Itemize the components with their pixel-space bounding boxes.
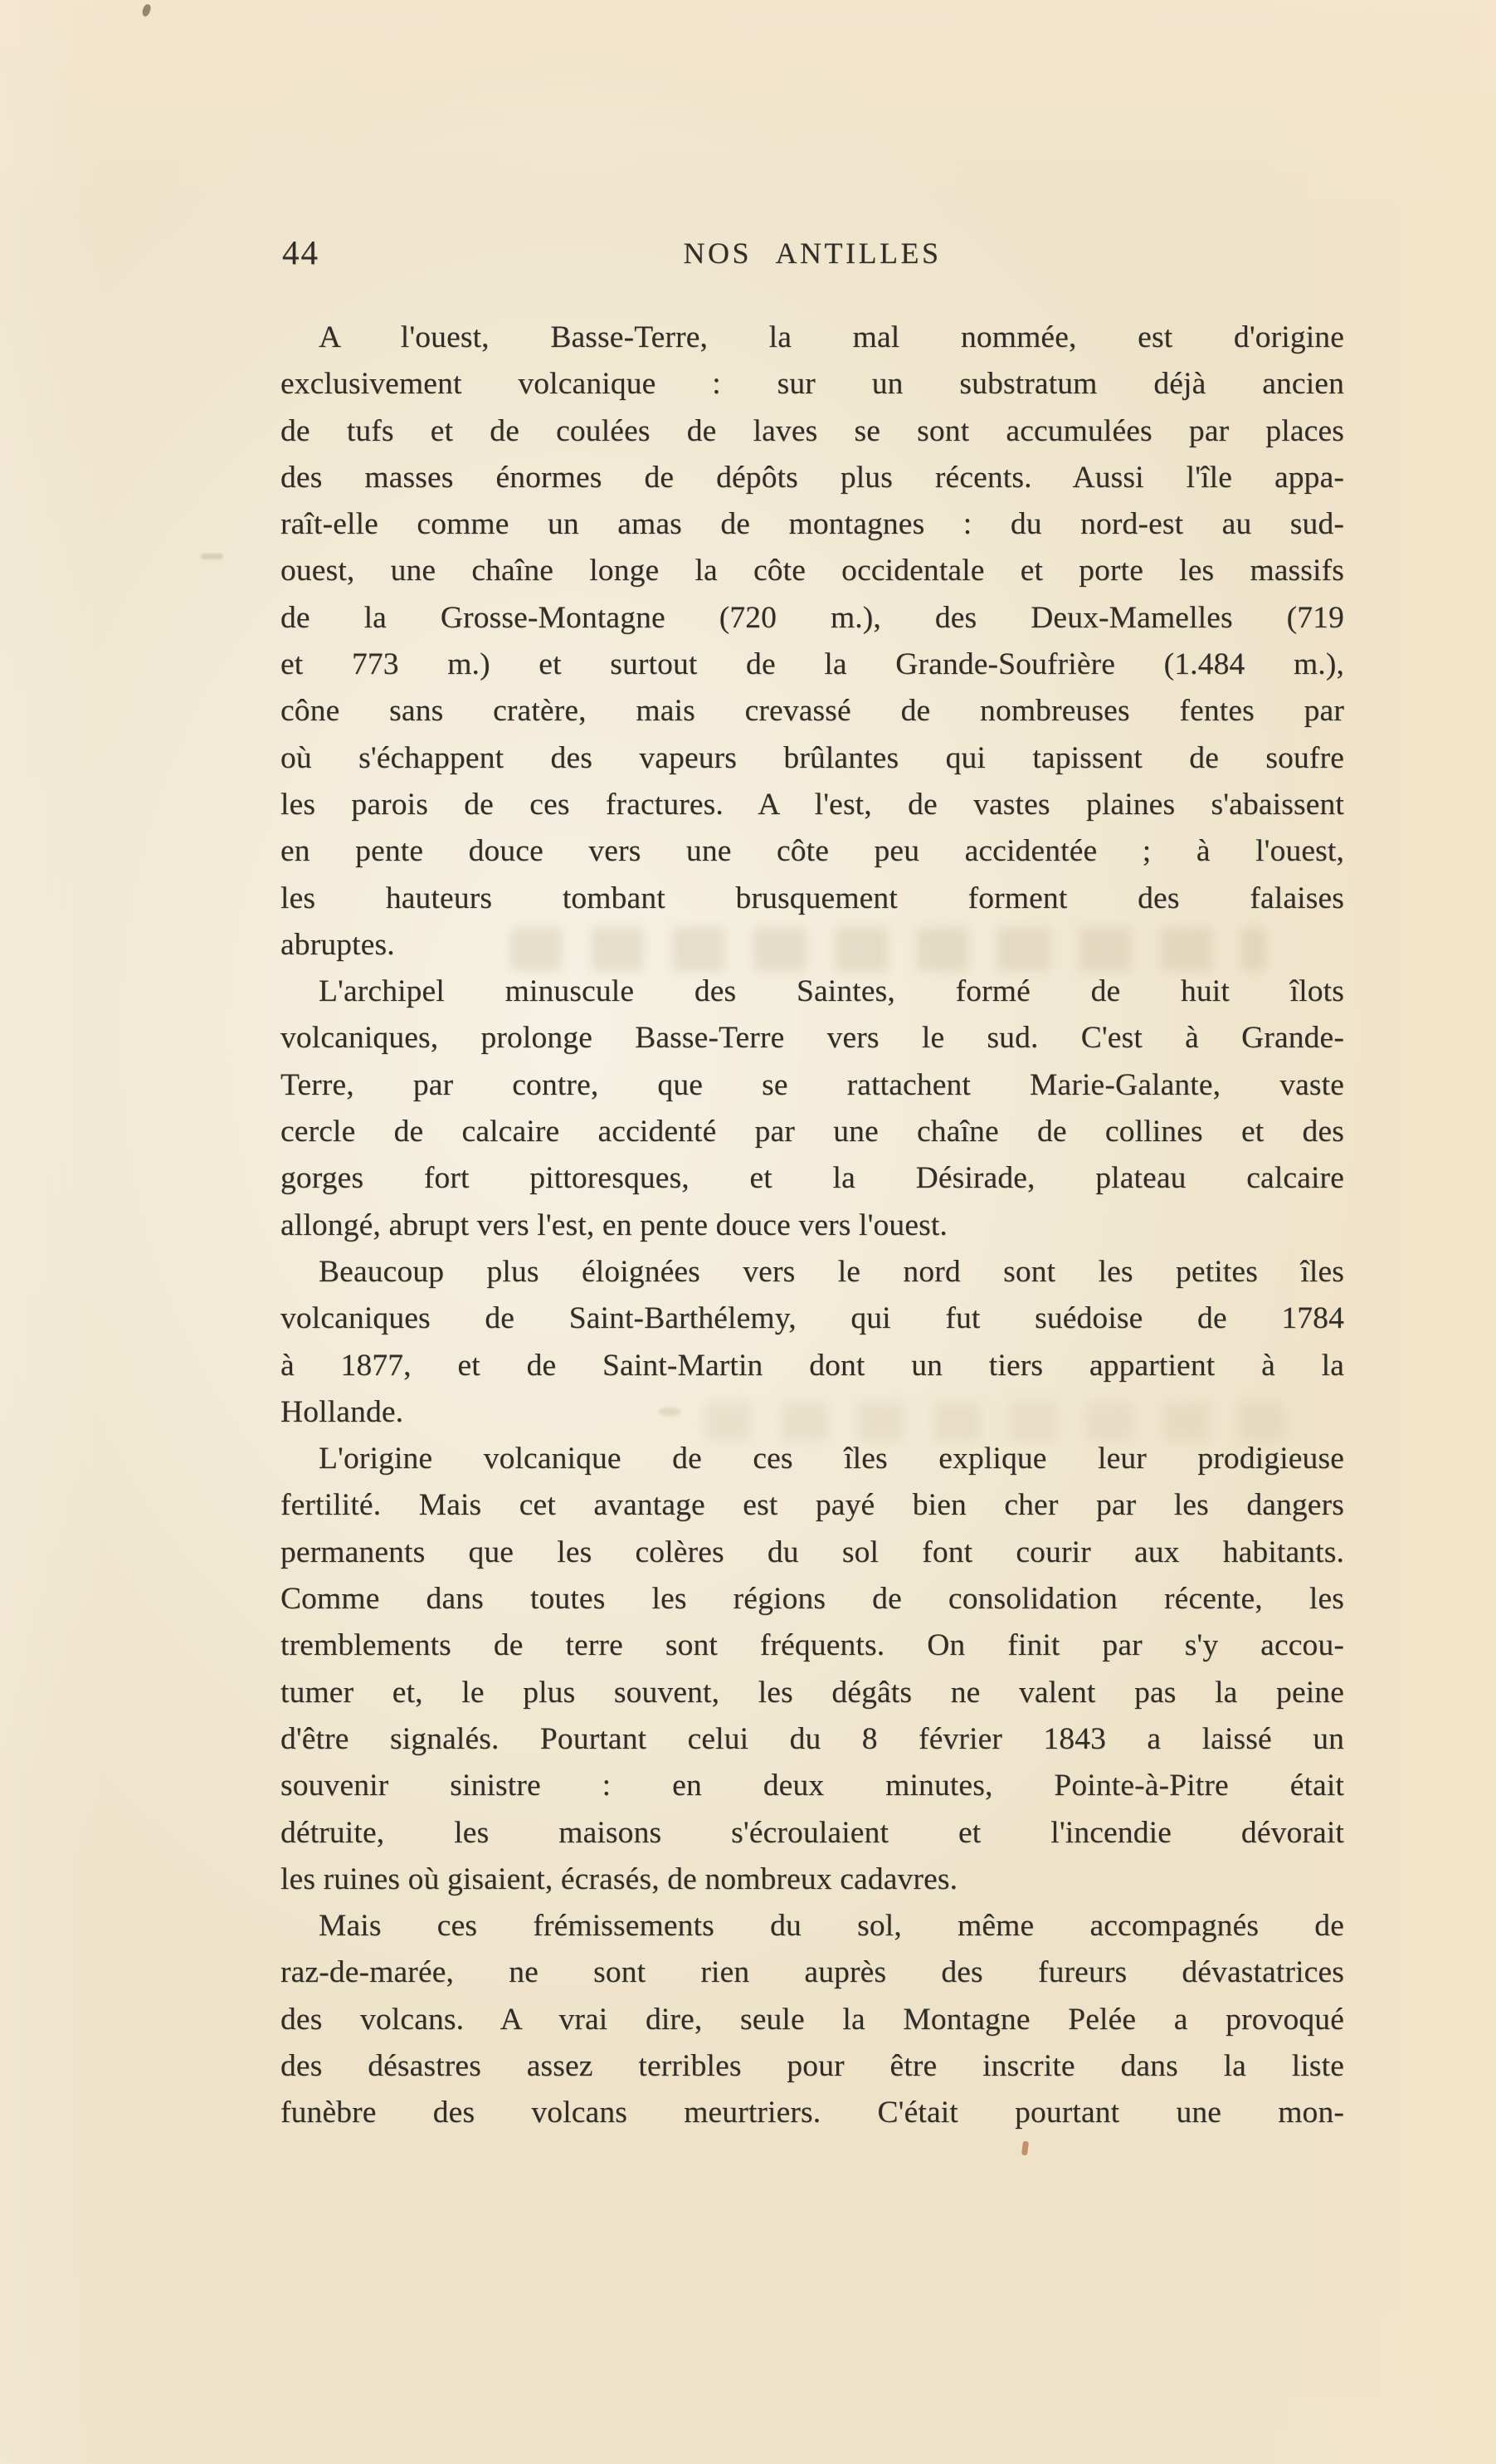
- text-line: cône sans cratère, mais crevassé de nombreuses fentes par: [280, 694, 1344, 729]
- text-line: des désastres assez terribles pour être inscrite dans la liste: [280, 2048, 1344, 2083]
- text-line: les hauteurs tombant brusquement forment des falaises: [280, 881, 1344, 915]
- body-text: [280, 315, 1344, 2137]
- text-line: détruite, les maisons s'écroulaient et l'incendie dévorait: [280, 1815, 1344, 1850]
- text-line: raît-elle comme un amas de montagnes : du nord-est au sud-: [280, 507, 1344, 542]
- scan-speck: [141, 3, 151, 17]
- text-line: souvenir sinistre : en deux minutes, Pointe-à-Pitre était: [280, 1769, 1344, 1803]
- text-line: des volcans. A vrai dire, seule la Montagne Pelée a provoqué: [280, 2002, 1344, 2037]
- text-line: gorges fort pittoresques, et la Désirade, plateau calcaire: [280, 1161, 1344, 1196]
- text-line: Comme dans toutes les régions de consolidation récente, les: [280, 1582, 1344, 1617]
- text-line: de la Grosse-Montagne (720 m.), des Deux-Mamelles (719: [280, 600, 1344, 635]
- scan-artifact-mark: [1021, 2141, 1029, 2156]
- text-line: et 773 m.) et surtout de la Grande-Soufrière (1.484 m.),: [280, 647, 1344, 682]
- text-line: à 1877, et de Saint-Martin dont un tiers appartient à la: [280, 1348, 1344, 1383]
- text-line: exclusivement volcanique : sur un substratum déjà ancien: [280, 367, 1344, 402]
- scan-smudge: [658, 1408, 681, 1416]
- text-line: L'archipel minuscule des Saintes, formé de huit îlots: [319, 974, 1344, 1009]
- text-line: permanents que les colères du sol font courir aux habitants.: [280, 1535, 1344, 1569]
- text-line: cercle de calcaire accidenté par une chaîne de collines et des: [280, 1115, 1344, 1149]
- text-line: des masses énormes de dépôts plus récents. Aussi l'île appa-: [280, 460, 1344, 495]
- text-line: Terre, par contre, que se rattachent Marie-Galante, vaste: [280, 1067, 1344, 1102]
- text-line: Mais ces frémissements du sol, même accompagnés de: [319, 1909, 1344, 1944]
- text-line: tremblements de terre sont fréquents. On finit par s'y accou-: [280, 1628, 1344, 1663]
- text-line: volcaniques, prolonge Basse-Terre vers le sud. C'est à Grande-: [280, 1021, 1344, 1056]
- scan-smudge: [201, 554, 223, 559]
- text-line: Beaucoup plus éloignées vers le nord sont les petites îles: [319, 1254, 1344, 1289]
- text-line: abruptes.: [280, 927, 395, 962]
- text-line: fertilité. Mais cet avantage est payé bien cher par les dangers: [280, 1488, 1344, 1523]
- text-line: d'être signalés. Pourtant celui du 8 février 1843 a laissé un: [280, 1721, 1344, 1756]
- text-line: où s'échappent des vapeurs brûlantes qui tapissent de soufre: [280, 740, 1344, 775]
- text-line: volcaniques de Saint-Barthélemy, qui fut suédoise de 1784: [280, 1301, 1344, 1336]
- text-line: ouest, une chaîne longe la côte occidentale et porte les massifs: [280, 554, 1344, 588]
- text-line: tumer et, le plus souvent, les dégâts ne valent pas la peine: [280, 1675, 1344, 1710]
- text-line: allongé, abrupt vers l'est, en pente douce vers l'ouest.: [280, 1208, 948, 1242]
- running-title: NOS ANTILLES: [683, 237, 942, 270]
- text-line: les parois de ces fractures. A l'est, de vastes plaines s'abaissent: [280, 787, 1344, 822]
- text-line: L'origine volcanique de ces îles explique leur prodigieuse: [319, 1442, 1344, 1476]
- text-line: les ruines où gisaient, écrasés, de nombreux cadavres.: [280, 1861, 958, 1896]
- text-line: funèbre des volcans meurtriers. C'était pourtant une mon-: [280, 2096, 1344, 2130]
- text-line: en pente douce vers une côte peu accidentée ; à l'ouest,: [280, 834, 1344, 869]
- text-line: de tufs et de coulées de laves se sont accumulées par places: [280, 413, 1344, 448]
- text-line: raz-de-marée, ne sont rien auprès des fureurs dévastatrices: [280, 1955, 1344, 1990]
- page-number: 44: [282, 233, 319, 271]
- text-line: A l'ouest, Basse-Terre, la mal nommée, est d'origine: [319, 320, 1344, 354]
- page-header: [280, 232, 1344, 272]
- text-line: Hollande.: [280, 1394, 404, 1429]
